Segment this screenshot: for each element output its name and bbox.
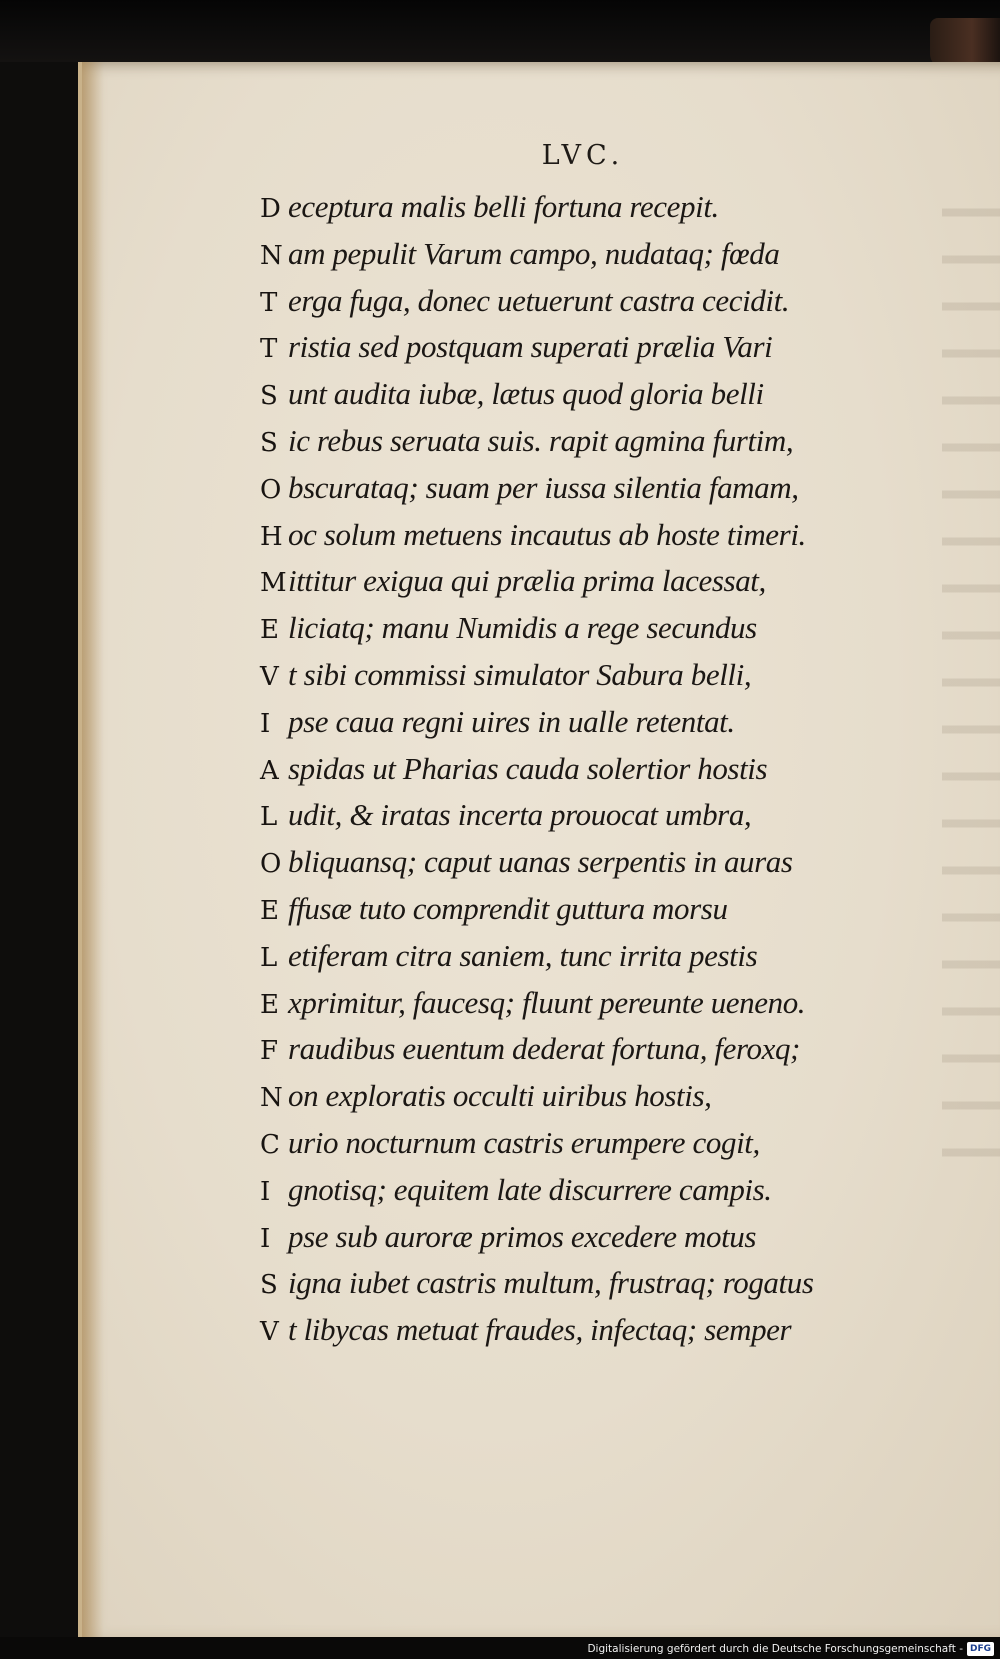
verse-initial: S xyxy=(260,381,278,412)
verse-text: urio nocturnum castris erumpere cogit, xyxy=(288,1124,760,1160)
verse-line xyxy=(260,231,960,278)
verse-initial: C xyxy=(260,1129,280,1160)
verse-text: igna iubet castris multum, frustraq; rogatus xyxy=(288,1265,814,1301)
verse-line xyxy=(260,418,960,465)
verse-initial: S xyxy=(260,427,278,458)
page-gutter xyxy=(82,62,104,1637)
verse-line xyxy=(260,746,960,793)
verse-text: raudibus euentum dederat fortuna, feroxq; xyxy=(288,1031,800,1067)
verse-text: xprimitur, faucesq; fluunt pereunte ueneno. xyxy=(288,984,806,1020)
verse-line xyxy=(260,839,960,886)
verse-text: t sibi commissi simulator Sabura belli, xyxy=(288,656,752,692)
verse-initial: E xyxy=(260,895,279,926)
verse-initial: N xyxy=(260,1083,283,1114)
verse-initial: N xyxy=(260,240,283,271)
verse-line xyxy=(260,886,960,933)
funding-credit xyxy=(587,1642,994,1656)
verse-line xyxy=(260,1260,960,1307)
verse-text: liciatq; manu Numidis a rege secundus xyxy=(288,610,757,646)
verse-line xyxy=(260,184,960,231)
verse-initial: I xyxy=(260,1223,271,1254)
verse-initial: E xyxy=(260,989,279,1020)
verse-line xyxy=(260,933,960,980)
verse-initial: E xyxy=(260,615,279,646)
verse-initial: I xyxy=(260,1176,271,1207)
verse-line xyxy=(260,980,960,1027)
verse-list xyxy=(260,184,960,1354)
scan-top-edge xyxy=(0,0,1000,62)
verse-line xyxy=(260,1073,960,1120)
verse-text: gnotisq; equitem late discurrere campis. xyxy=(288,1171,772,1207)
running-head: LVC. xyxy=(541,140,625,171)
verse-line xyxy=(260,1167,960,1214)
verse-initial: V xyxy=(260,1317,279,1348)
verse-line xyxy=(260,1214,960,1261)
verse-text: t libycas metuat fraudes, infectaq; semper xyxy=(288,1312,792,1348)
verse-text: unt audita iubæ, lætus quod gloria belli xyxy=(288,376,764,412)
verse-initial: A xyxy=(260,755,279,786)
verse-line xyxy=(260,1307,960,1354)
scan-bottom-band xyxy=(0,1637,1000,1659)
verse-text: ic rebus seruata suis. rapit agmina furtim, xyxy=(288,422,794,458)
verse-line xyxy=(260,605,960,652)
verse-line xyxy=(260,1026,960,1073)
verse-initial: T xyxy=(260,287,278,318)
verse-line xyxy=(260,699,960,746)
verse-line xyxy=(260,465,960,512)
verse-initial: L xyxy=(260,802,278,833)
verse-text: oc solum metuens incautus ab hoste timeri. xyxy=(288,516,806,552)
verse-initial: O xyxy=(260,474,282,505)
verse-text: pse sub auroræ primos excedere motus xyxy=(288,1218,757,1254)
verse-line xyxy=(260,324,960,371)
verse-text: bliquansq; caput uanas serpentis in auras xyxy=(288,844,793,880)
verse-initial: H xyxy=(260,521,283,552)
verse-text: spidas ut Pharias cauda solertior hostis xyxy=(288,750,768,786)
verse-text: pse caua regni uires in ualle retentat. xyxy=(288,703,735,739)
verse-text: ffusæ tuto comprendit guttura morsu xyxy=(288,890,728,926)
verse-initial: F xyxy=(260,1036,279,1067)
verse-line xyxy=(260,278,960,325)
verse-text: eceptura malis belli fortuna recepit. xyxy=(288,189,719,224)
verse-initial: L xyxy=(260,942,278,973)
verse-line xyxy=(260,371,960,418)
verse-initial: D xyxy=(260,194,281,224)
verse-text: ristia sed postquam superati prælia Vari xyxy=(288,329,773,365)
verse-initial: S xyxy=(260,1270,278,1301)
verse-line xyxy=(260,652,960,699)
verse-line xyxy=(260,1120,960,1167)
verse-initial: M xyxy=(260,568,287,599)
verse-line xyxy=(260,558,960,605)
verse-text: etiferam citra saniem, tunc irrita pestis xyxy=(288,937,758,973)
verse-initial: O xyxy=(260,849,282,880)
verse-text: ittitur exigua qui prælia prima lacessat, xyxy=(288,563,766,599)
verse-text: am pepulit Varum campo, nudataq; fœda xyxy=(288,235,780,271)
credit-text: Digitalisierung gefördert durch die Deutsche Forschungsgemeinschaft - xyxy=(587,1643,963,1655)
verse-line xyxy=(260,512,960,559)
verse-line xyxy=(260,792,960,839)
verse-initial: V xyxy=(260,661,279,692)
verse-text: on exploratis occulti uiribus hostis, xyxy=(288,1078,712,1114)
verse-text: bscurataq; suam per iussa silentia famam, xyxy=(288,469,799,505)
dfg-logo-icon: DFG xyxy=(967,1642,994,1656)
book-page xyxy=(78,62,1000,1637)
verse-initial: I xyxy=(260,708,271,739)
verse-text: erga fuga, donec uetuerunt castra cecidit. xyxy=(288,282,790,318)
verse-text: udit, & iratas incerta prouocat umbra, xyxy=(288,797,752,833)
neighbour-page-corner xyxy=(930,18,1000,68)
verse-initial: T xyxy=(260,334,278,365)
